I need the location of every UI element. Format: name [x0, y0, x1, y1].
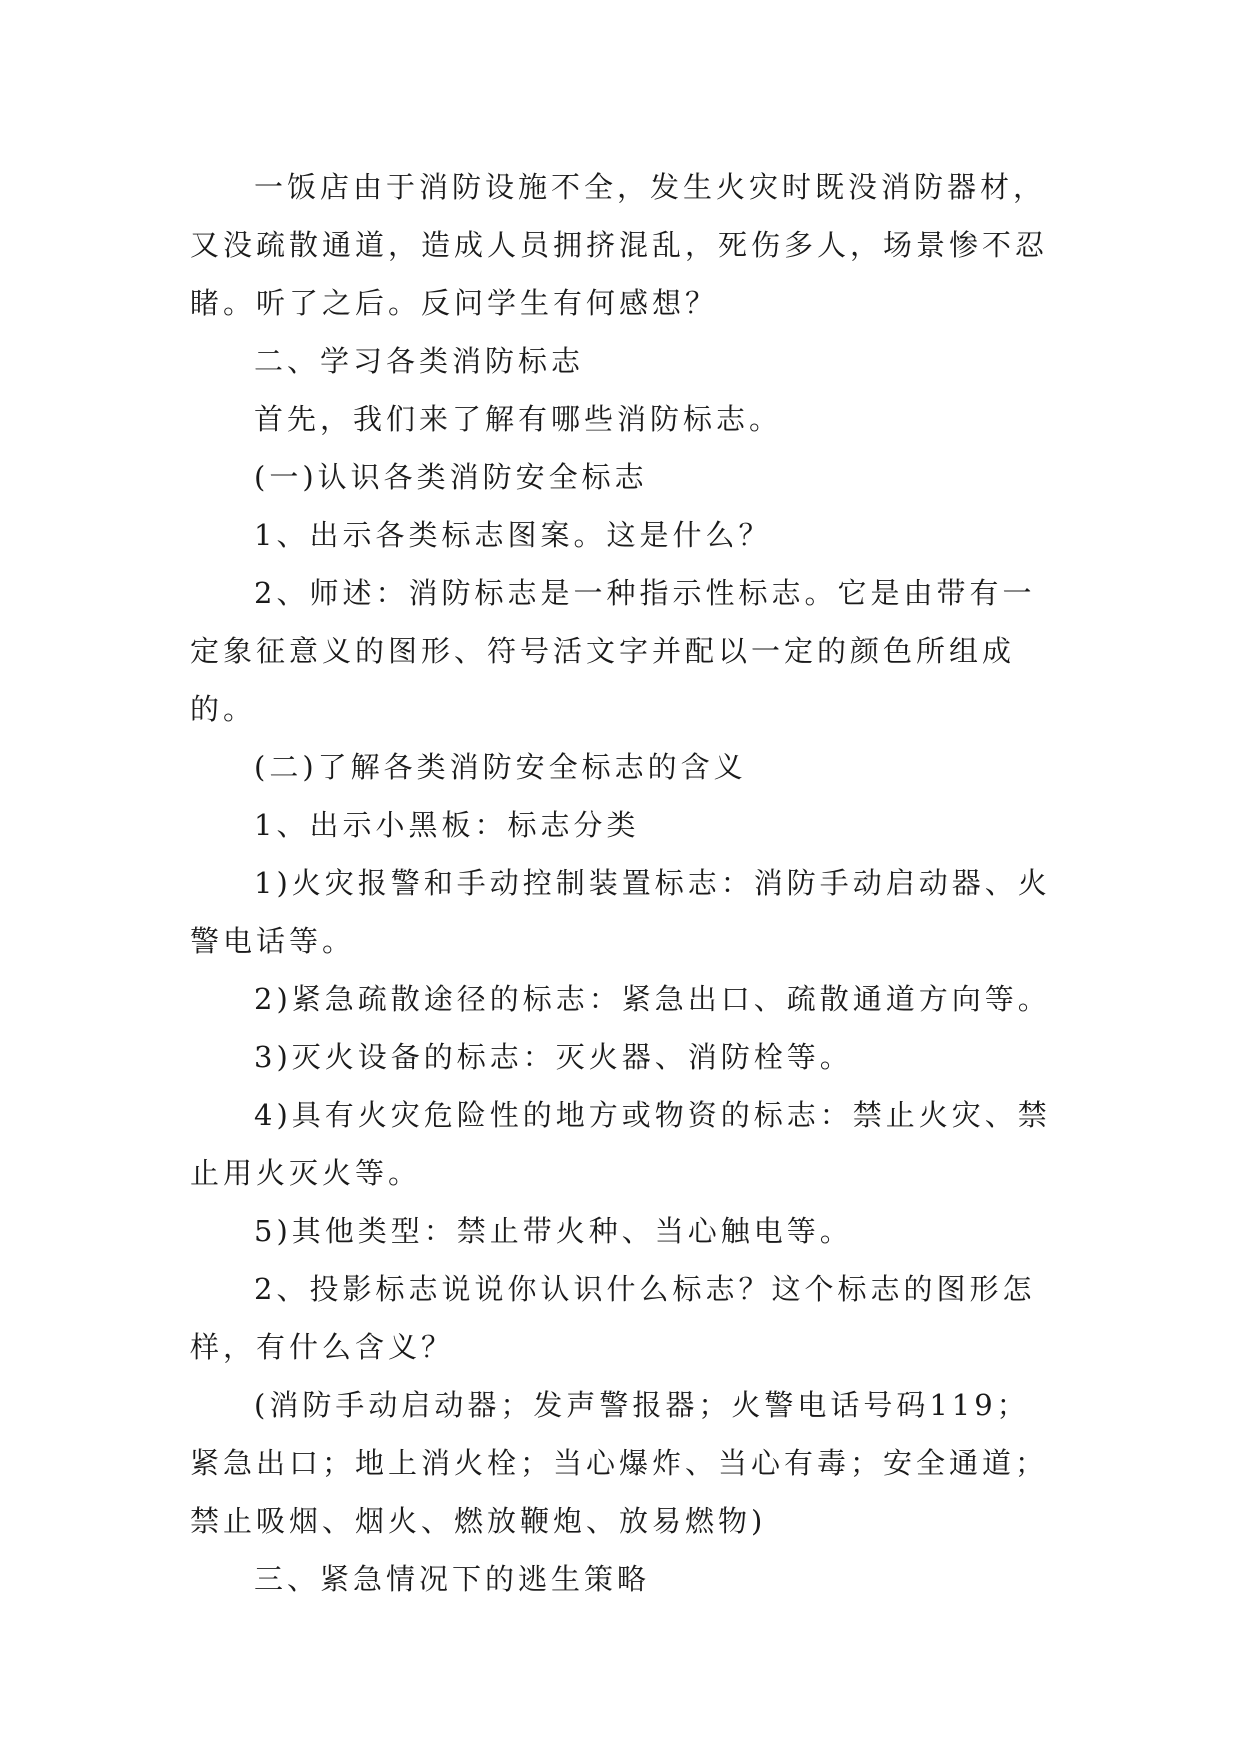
category-other: 5)其他类型：禁止带火种、当心触电等。 [254, 1214, 853, 1248]
list-item-blackboard: 1、出示小黑板：标志分类 [254, 808, 640, 842]
category-evacuation: 2)紧急疏散途径的标志：紧急出口、疏散通道方向等。 [254, 982, 1051, 1016]
subsection-heading-recognize: (一)认识各类消防安全标志 [254, 460, 648, 494]
list-item-teacher-explain: 2、师述：消防标志是一种指示性标志。它是由带有一定象征意义的图形、符号活文字并配以一定的颜色所组成的。 [190, 576, 1036, 726]
list-item-show-patterns: 1、出示各类标志图案。这是什么？ [254, 518, 772, 552]
subsection-heading-meaning: (二)了解各类消防安全标志的含义 [254, 750, 747, 784]
section-heading-escape: 三、紧急情况下的逃生策略 [254, 1562, 651, 1596]
paragraph-sign-examples: (消防手动启动器；发声警报器；火警电话号码119；紧急出口；地上消火栓；当心爆炸、当心有毒；安全通道；禁止吸烟、烟火、燃放鞭炮、放易燃物) [190, 1388, 1049, 1538]
document-body [190, 158, 1060, 1608]
category-hazard-places: 4)具有火灾危险性的地方或物资的标志：禁止火灾、禁止用火灭火等。 [190, 1098, 1051, 1190]
section-heading-learn-signs: 二、学习各类消防标志 [254, 344, 585, 378]
category-extinguishing: 3)灭火设备的标志：灭火器、消防栓等。 [254, 1040, 853, 1074]
list-item-projection: 2、投影标志说说你认识什么标志？这个标志的图形怎样，有什么含义？ [190, 1272, 1036, 1364]
paragraph-fire-incident: 一饭店由于消防设施不全，发生火灾时既没消防器材，又没疏散通道，造成人员拥挤混乱，死伤多人，场景惨不忍睹。听了之后。反问学生有何感想？ [190, 170, 1049, 320]
paragraph-intro-signs: 首先，我们来了解有哪些消防标志。 [254, 402, 783, 436]
category-alarm-devices: 1)火灾报警和手动控制装置标志：消防手动启动器、火警电话等。 [190, 866, 1051, 958]
